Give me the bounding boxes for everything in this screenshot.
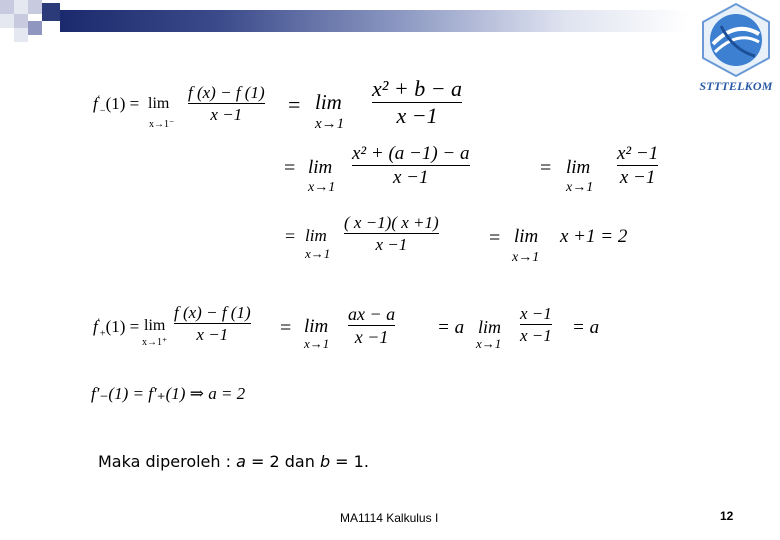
deco-square [28,21,42,35]
lim-subscript: x→1⁺ [142,337,168,348]
lim-subscript: x→1 [315,116,345,132]
deco-square [28,0,42,14]
lim-subscript: x→1⁻ [149,119,175,130]
deco-square [0,14,14,28]
lim-label: lim [305,226,327,245]
lim-label: lim [566,157,591,178]
lim-subscript: x→1 [512,250,540,265]
lim-subscript: x→1 [304,336,330,351]
deco-square [14,28,28,42]
lim-label: lim [315,90,342,114]
lim-label: lim [144,317,166,334]
lim-subscript: x→1 [566,180,594,195]
lim-subscript: x→1 [476,336,502,351]
lim-label: lim [308,157,333,178]
lim-label: lim [148,95,170,112]
fraction: x −1 x −1 [520,304,552,345]
fraction: x² + b − a x −1 [372,76,463,128]
fraction: x² + (a −1) − a x −1 [352,143,470,188]
fraction: x² −1 x −1 [617,143,659,188]
lim-subscript: x→1 [305,246,331,261]
deco-square [0,0,14,14]
limit-result: x +1 = 2 [560,226,628,247]
lim-label: lim [478,317,502,337]
lim-label: lim [304,316,329,337]
lim-label: lim [514,226,539,247]
deco-square [14,14,28,28]
lim-subscript: x→1 [308,180,336,195]
logo-text: STTTELKOM [699,79,773,93]
deco-square [42,3,60,21]
fraction: f (x) − f (1) x −1 [188,83,265,124]
fraction: f (x) − f (1) x −1 [174,303,251,344]
conclusion-text: Maka diperoleh : a = 2 dan b = 1. [98,452,369,471]
footer-course: MA1114 Kalkulus I [340,511,439,525]
fraction: ( x −1)( x +1) x −1 [344,213,439,254]
header-bar [60,10,690,32]
page-number: 12 [720,509,734,523]
equation-5: f′₋(1) = f′₊(1) ⇒ a = 2 [91,384,246,403]
fraction: ax − a x −1 [348,304,396,347]
lhs-f: f [93,94,98,113]
deco-square [14,0,28,14]
